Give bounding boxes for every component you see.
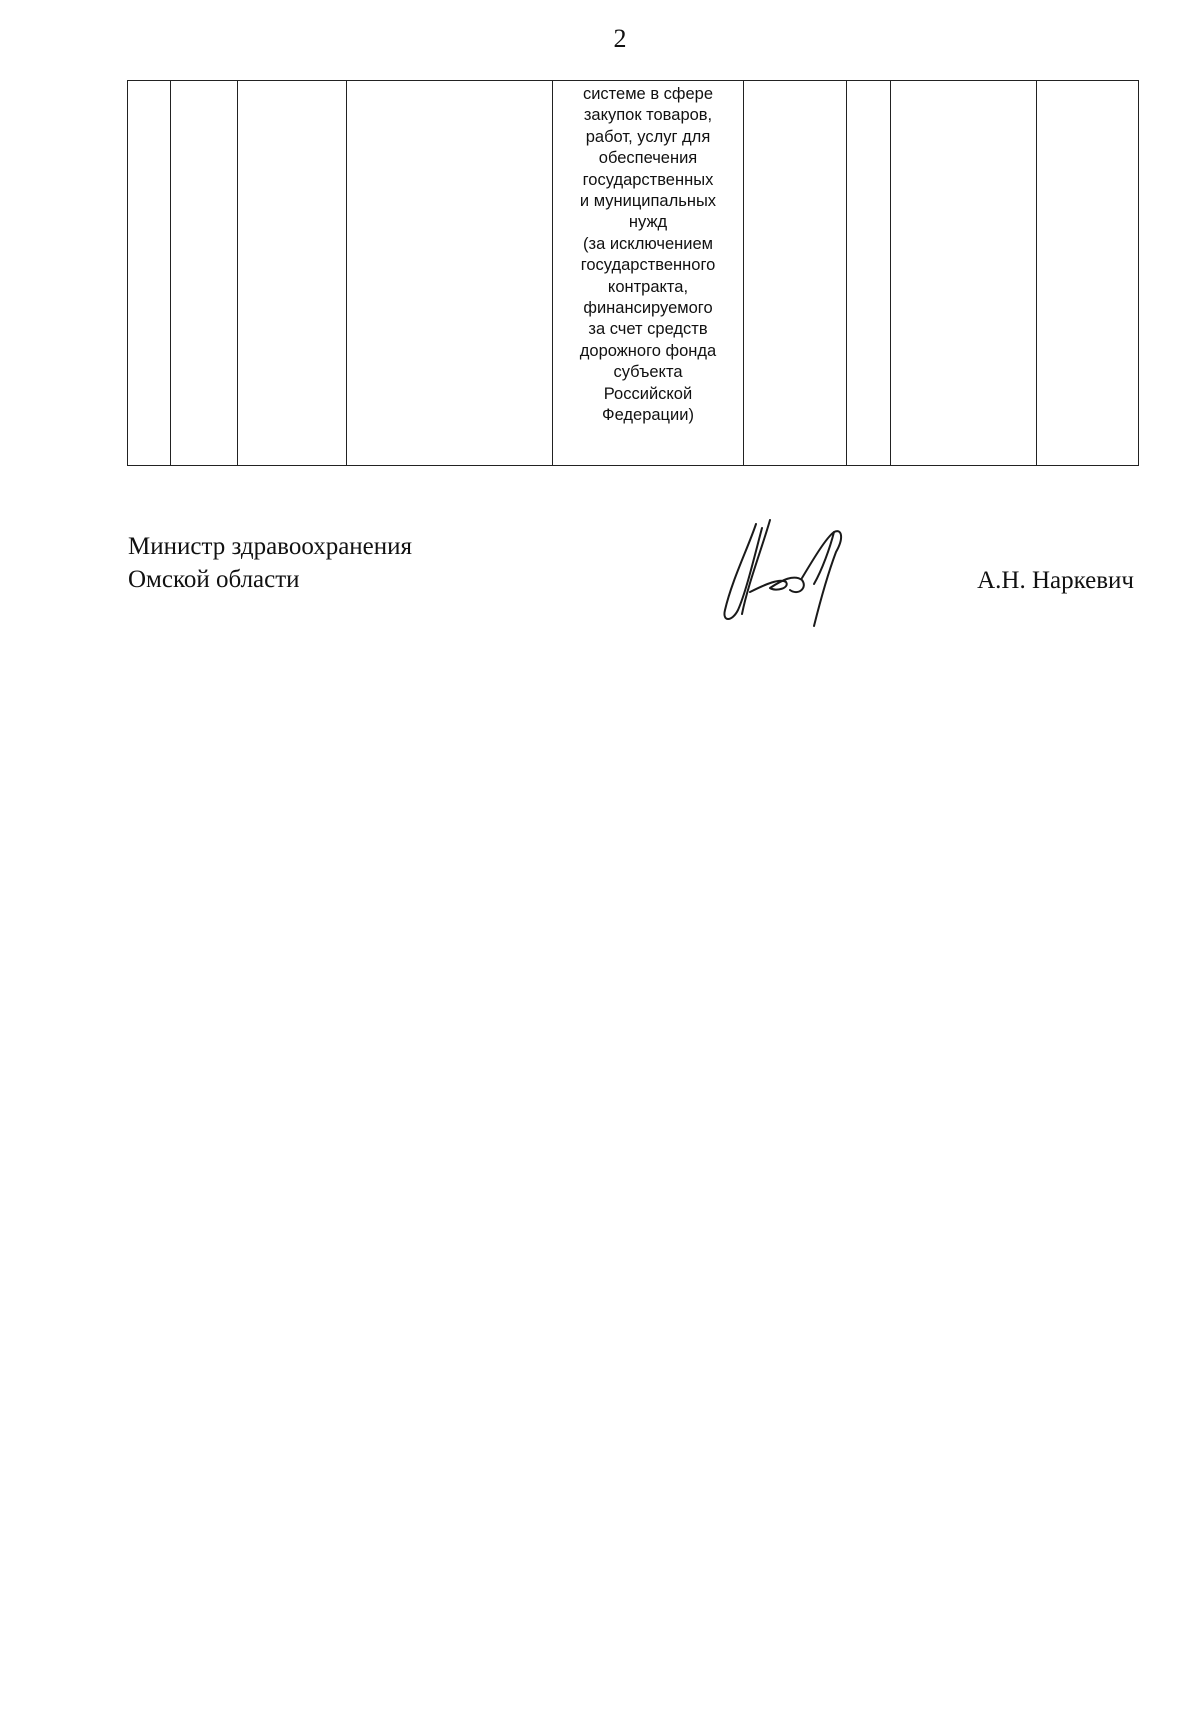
table-cell-7 [847, 81, 891, 466]
page-number: 2 [613, 24, 627, 53]
table-cell-1 [128, 81, 171, 466]
table-cell-9 [1037, 81, 1139, 466]
signatory-position: Министр здравоохранения Омской области [128, 533, 413, 593]
table-cell-4 [347, 81, 553, 466]
table-cell-5 [553, 81, 744, 466]
handwritten-signature [718, 518, 858, 630]
table-cell-6 [744, 81, 847, 466]
procurement-note-text: системе в сфере закупок товаров, работ, услуг для обеспечения государственных и муниципальных нужд (за исключением государственного контракта, финансируемого за счет средств дорожного фонда субъекта Российской Федерации) [579, 85, 717, 425]
table-cell-2 [171, 81, 238, 466]
continuation-table [127, 80, 1139, 466]
table-row [128, 81, 1139, 466]
signatory-name: А.Н. Наркевич [977, 567, 1134, 594]
table-cell-8 [891, 81, 1037, 466]
table-cell-3 [238, 81, 347, 466]
